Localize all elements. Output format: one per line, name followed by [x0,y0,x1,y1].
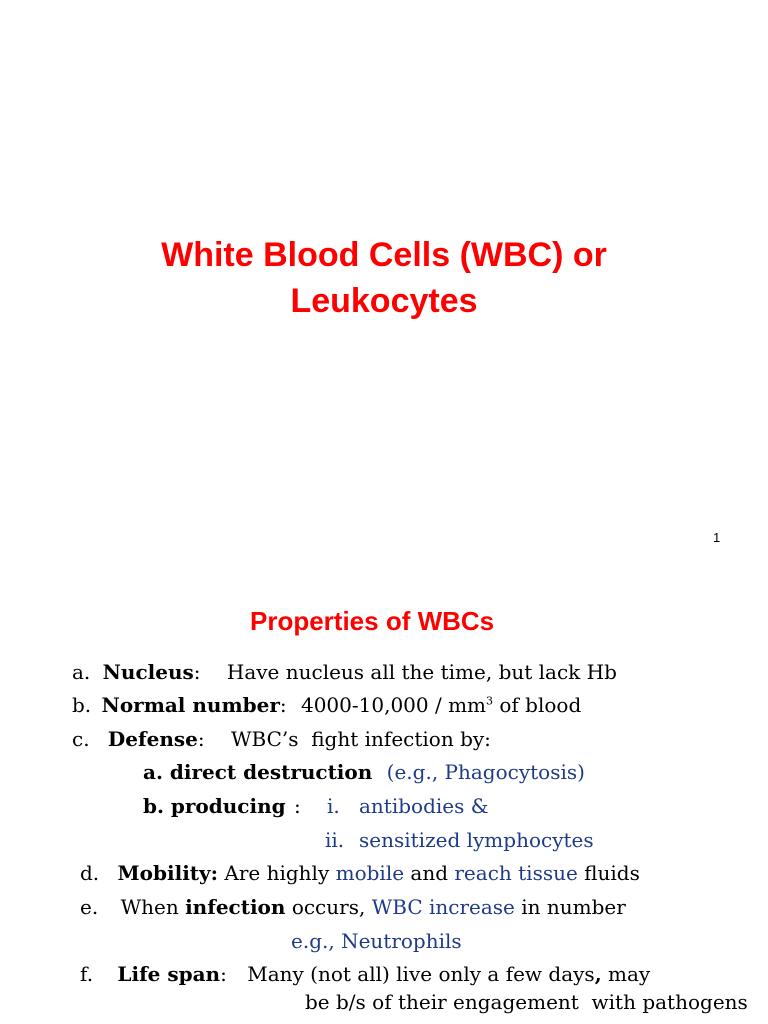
text-nucleus: Have nucleus all the time, but lack Hb [226,660,617,684]
highlight-wbc-increase: WBC increase [371,895,515,919]
property-c [72,727,491,751]
text-in-number: in number [521,895,626,919]
page-number: 1 [713,530,721,545]
marker-e: e. [80,895,99,919]
slide-title-line2: Leukocytes [290,282,478,320]
superscript-3: 3 [486,694,494,708]
text-mobility-2: and [410,861,449,885]
property-e [80,895,626,919]
marker-c: c. [72,727,90,751]
property-f [80,962,650,986]
label-nucleus: Nucleus [102,660,194,684]
marker-d: d. [80,861,100,885]
marker-ii: ii. [325,828,345,852]
text-sensitized-lymphocytes: sensitized lymphocytes [359,828,594,852]
marker-a: a. [72,660,91,684]
sep-b: : [279,693,287,717]
text-life-span-line2: be b/s of their engagement with pathogens [305,990,748,1014]
example-phagocytosis: (e.g., Phagocytosis) [386,760,585,784]
count-unit: of blood [493,693,582,717]
marker-b: b. [72,693,92,717]
label-mobility: Mobility: [117,861,219,885]
count-range: 4000-10,000 / mm [300,693,487,717]
property-c-sub-b [143,794,301,818]
example-neutrophils: e.g., Neutrophils [291,929,462,953]
text-may: may [608,962,651,986]
label-infection: infection [185,895,286,919]
label-normal-number: Normal number [101,693,280,717]
property-d [80,861,640,885]
label-producing: b. producing [143,794,286,818]
comma-bold: , [594,962,602,986]
label-direct-destruction: a. direct destruction [143,760,373,784]
marker-i: i. [327,794,340,818]
sep-f: : [220,962,227,986]
text-occurs: occurs, [291,895,366,919]
text-normal-number [301,693,581,717]
highlight-mobile: mobile [335,861,405,885]
property-a [72,660,617,684]
sep-a: : [193,660,201,684]
text-when: When [120,895,179,919]
property-b [72,693,581,717]
text-antibodies: antibodies & [359,794,489,818]
sep-producing: : [293,794,301,818]
text-mobility-1: Are highly [224,861,330,885]
label-life-span: Life span [117,962,221,986]
text-life-span: Many (not all) live only a few days [247,962,595,986]
section-heading: Properties of WBCs [250,606,495,636]
label-defense: Defense [107,727,198,751]
slide-title-line1: White Blood Cells (WBC) or [161,236,607,274]
marker-f: f. [80,962,94,986]
sep-c: : [197,727,205,751]
text-mobility-3: fluids [584,861,640,885]
property-c-sub-a [143,760,585,784]
highlight-reach-tissue: reach tissue [454,861,578,885]
text-defense: WBC’s fight infection by: [230,727,491,751]
